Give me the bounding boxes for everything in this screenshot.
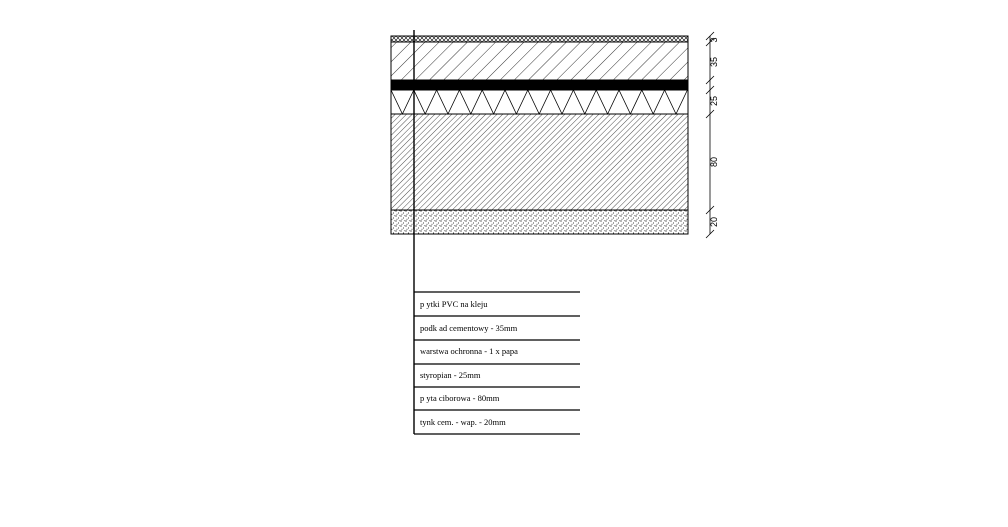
- layer-label: warstwa ochronna - 1 x papa: [420, 346, 518, 356]
- layer-label: p yta ciborowa - 80mm: [420, 393, 500, 403]
- layer-tar-paper: [391, 80, 688, 90]
- layer-label: p ytki PVC na kleju: [420, 299, 488, 309]
- layer-label: tynk cem. - wap. - 20mm: [420, 417, 506, 427]
- dimension-label: 20: [709, 216, 719, 228]
- layer-pvc-tiles: [391, 36, 688, 42]
- dimension-label: 80: [709, 156, 719, 168]
- layer-concrete-slab: [391, 114, 688, 210]
- dimension-label: 3: [709, 37, 719, 43]
- layer-label: styropian - 25mm: [420, 370, 481, 380]
- dimension-label: 35: [709, 56, 719, 68]
- layer-plaster: [391, 210, 688, 234]
- layer-cement-screed: [391, 42, 688, 80]
- layer-label: podk ad cementowy - 35mm: [420, 323, 518, 333]
- dimension-label: 25: [709, 95, 719, 107]
- layer-polystyrene: [391, 90, 688, 114]
- layer-label-list: [414, 292, 580, 434]
